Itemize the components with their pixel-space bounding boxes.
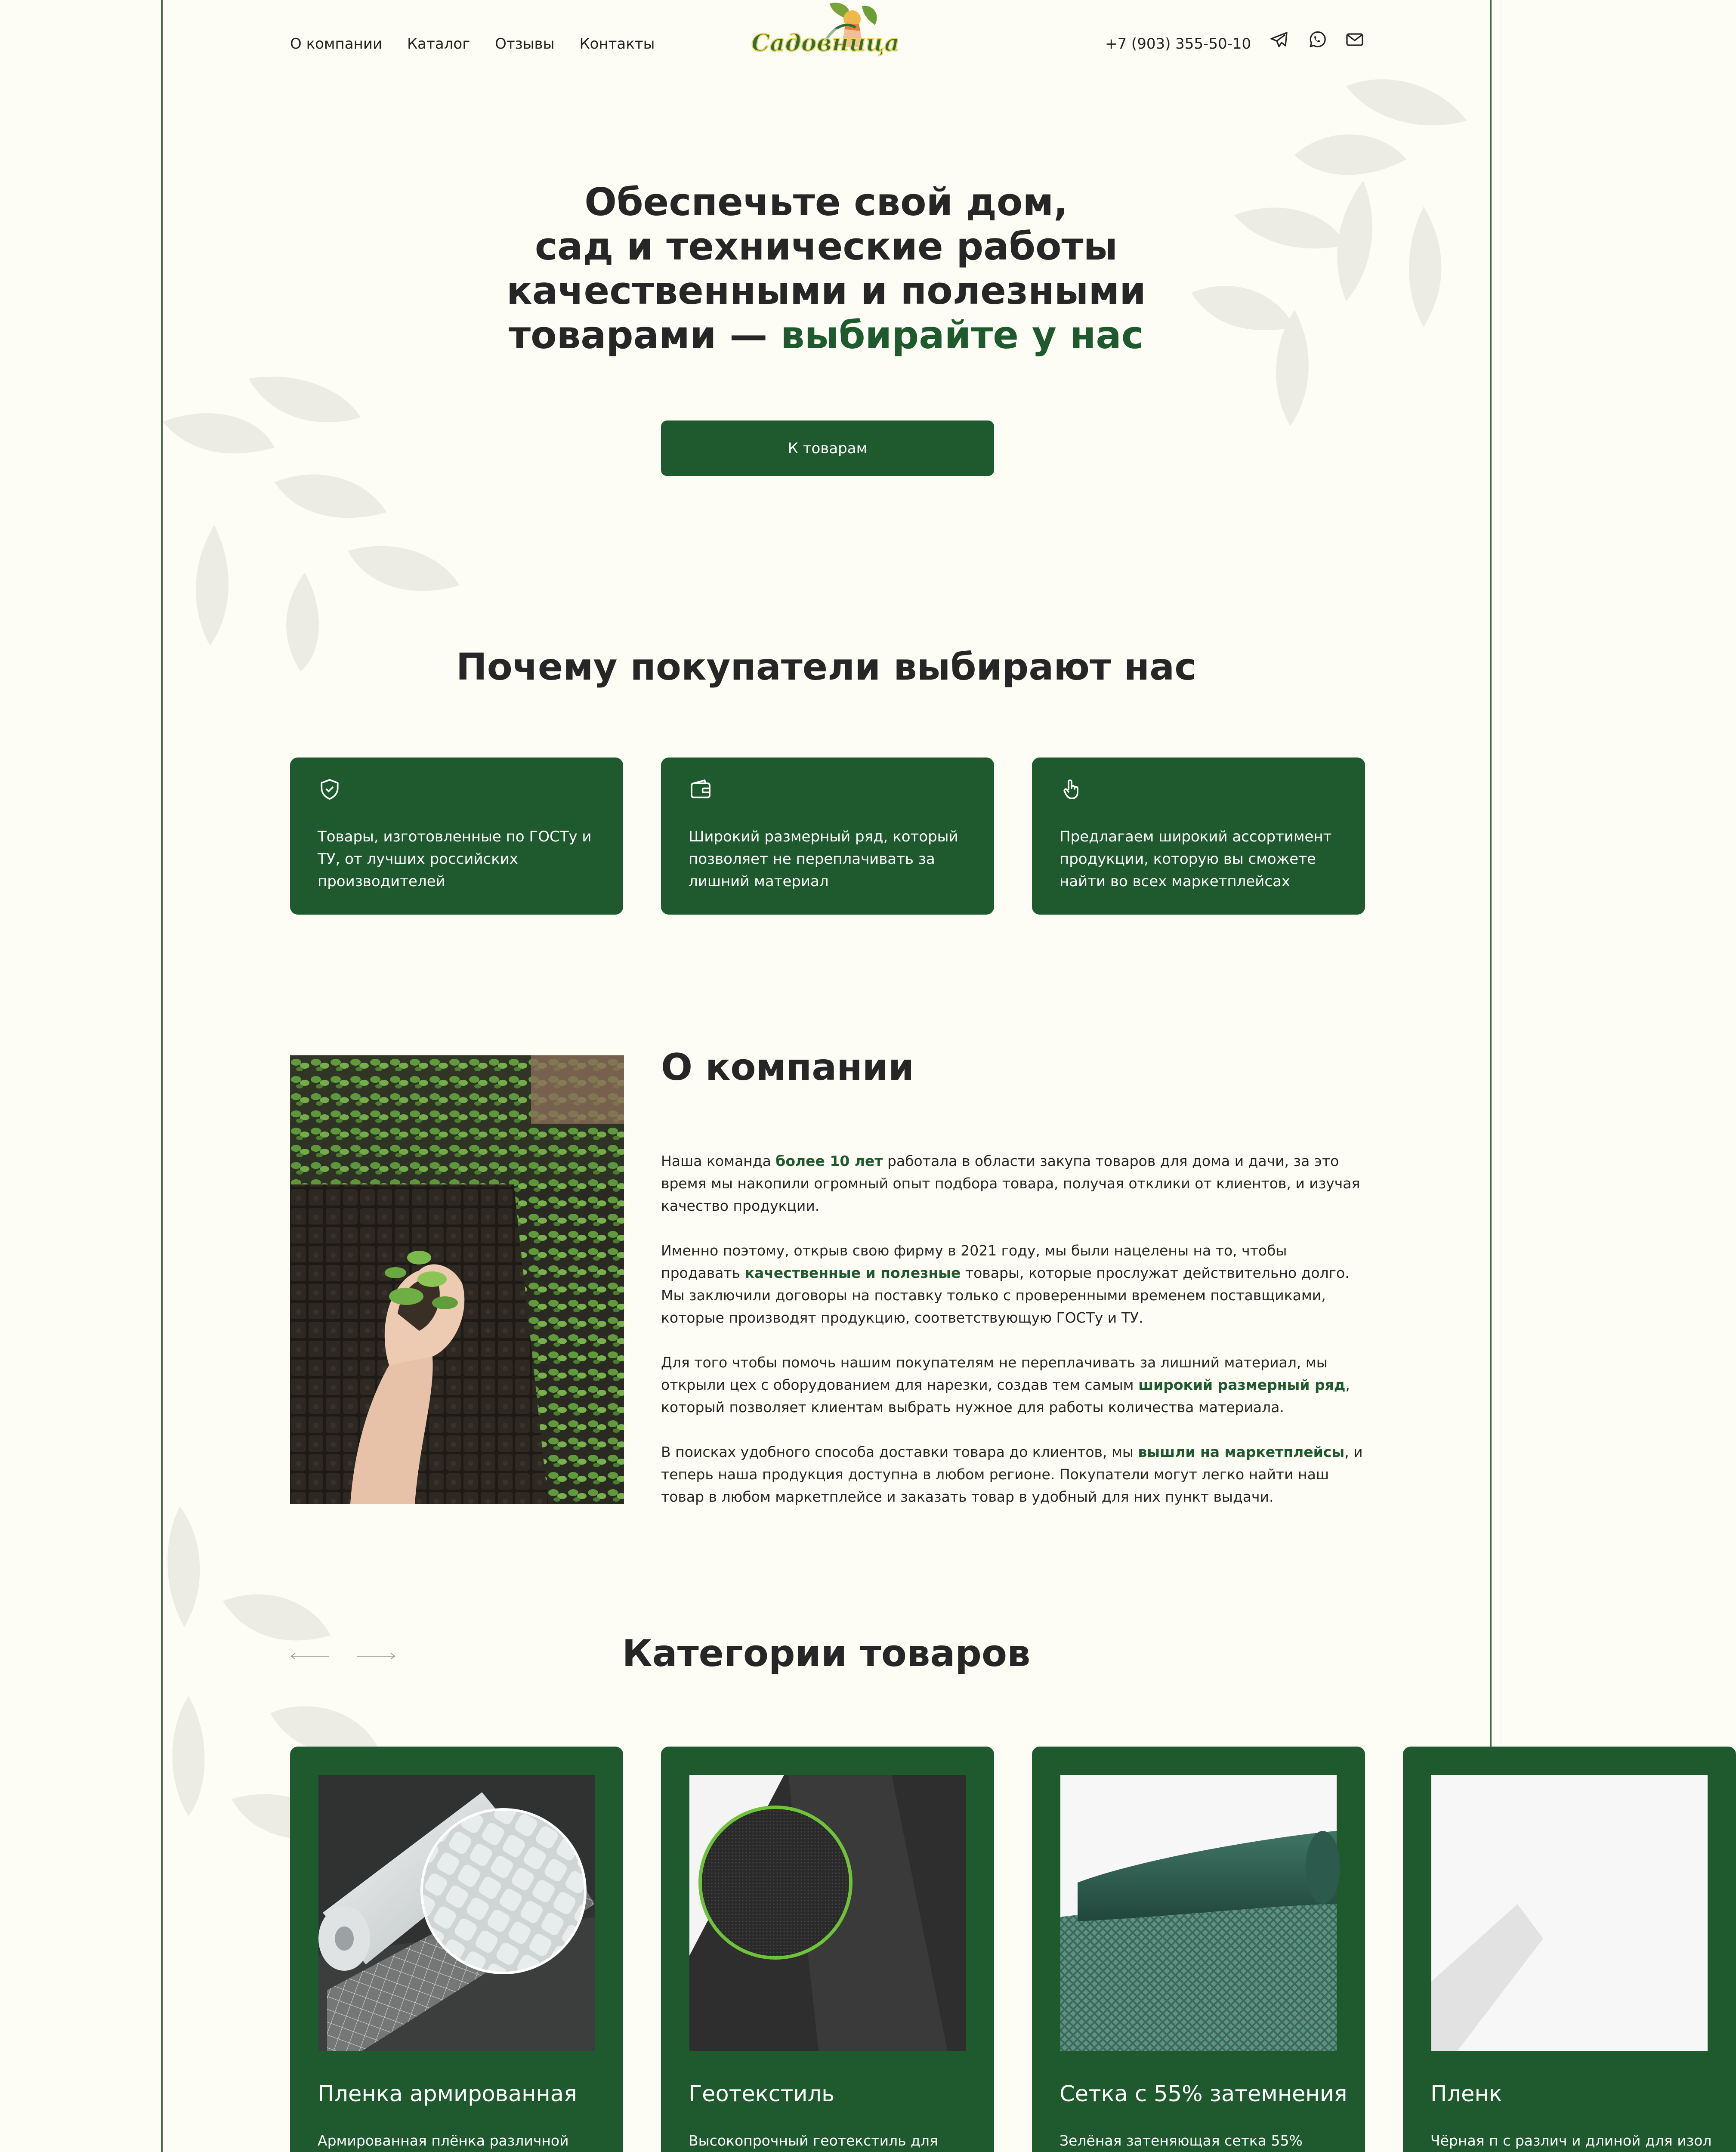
highlight: вышли на маркетплейсы xyxy=(1138,1444,1345,1460)
about-paragraph xyxy=(661,1351,1367,1419)
category-card[interactable] xyxy=(661,1747,994,2152)
feature-text: Товары, изготовленные по ГОСТу и ТУ, от лучших российских производителей xyxy=(318,828,592,890)
shield-check-icon xyxy=(318,777,342,801)
about-text xyxy=(661,1150,1367,1531)
nav-link-catalog[interactable]: Каталог xyxy=(407,35,470,53)
text: , который позволяет клиентам выбрать нужное для работы количества материала. xyxy=(661,1376,1350,1416)
hand-pointer-icon xyxy=(1060,777,1084,801)
category-image xyxy=(1431,1775,1708,2051)
to-products-button[interactable]: К товарам xyxy=(661,421,994,476)
about-paragraph xyxy=(661,1441,1367,1508)
category-name: Геотекстиль xyxy=(689,2081,835,2107)
telegram-icon[interactable] xyxy=(1269,29,1289,50)
hero-title-line: сад и технические работы xyxy=(534,224,1118,269)
category-desc: Чёрная п с различ и длиной для изол xyxy=(1430,2132,1712,2149)
category-image xyxy=(1060,1775,1337,2051)
text: Для того чтобы помочь нашим покупателям не переплачивать за лишний материал, мы открыли цех с оборудованием для нарезки, создав тем самым xyxy=(661,1354,1328,1393)
text: Наша команда xyxy=(661,1153,776,1169)
hero-title-accent: выбирайте у нас xyxy=(780,313,1144,357)
category-desc xyxy=(1060,2130,1348,2152)
category-card[interactable] xyxy=(290,1747,623,2152)
nav-link-reviews[interactable]: Отзывы xyxy=(495,35,555,53)
hero-title-line: качественными и полезными xyxy=(507,269,1146,313)
about-title: О компании xyxy=(661,1046,914,1089)
text: Высокопрочный геотекстиль для xyxy=(689,2132,938,2149)
hero-title xyxy=(163,180,1490,357)
text: , и теперь наша продукция доступна в любом регионе. Покупатели могут легко найти наш товар в любом маркетплейсе и заказать товар в удобный для них пункт выдачи. xyxy=(661,1444,1363,1505)
header xyxy=(163,0,1490,73)
hero-title-line: Обеспечьте свой дом, xyxy=(584,180,1068,224)
feature-text: Предлагаем широкий ассортимент продукции, которую вы сможете найти во всех маркетплейсах xyxy=(1060,828,1332,890)
feature-card xyxy=(661,758,994,915)
highlight: широкий размерный ряд xyxy=(1138,1376,1346,1393)
category-desc xyxy=(318,2130,606,2152)
category-card[interactable] xyxy=(1403,1747,1736,2152)
nav-link-about[interactable]: О компании xyxy=(290,35,383,53)
highlight: качественные и полезные xyxy=(744,1265,961,1281)
text: Армированная плёнка различной xyxy=(318,2132,569,2149)
category-card[interactable] xyxy=(1032,1747,1365,2152)
text: товары, которые прослужат действительно долго. Мы заключили договоры на поставку только с проверенными временем поставщиками, которые производят продукцию, соответствующую ГОСТу и ТУ. xyxy=(661,1265,1350,1326)
about-paragraph xyxy=(661,1240,1367,1329)
why-us-title: Почему покупатели выбирают нас xyxy=(456,646,1197,689)
phone-number[interactable]: +7 (903) 355-50-10 xyxy=(1105,35,1251,53)
leaf-decoration-left xyxy=(163,370,490,671)
category-desc xyxy=(689,2130,977,2152)
hero-title-plain: товарами — xyxy=(509,313,781,357)
wallet-icon xyxy=(689,777,713,801)
category-name: Пленк xyxy=(1430,2081,1502,2107)
feature-text: Широкий размерный ряд, который позволяет не переплачивать за лишний материал xyxy=(689,828,958,890)
site-logo[interactable] xyxy=(751,0,899,65)
mail-icon[interactable] xyxy=(1344,29,1365,50)
svg-text:Садовница: Садовница xyxy=(751,29,899,56)
main-nav xyxy=(290,35,655,53)
about-photo xyxy=(290,1055,624,1504)
nav-link-contacts[interactable]: Контакты xyxy=(579,35,655,53)
hero-title-line xyxy=(163,313,1490,357)
about-paragraph xyxy=(661,1150,1367,1217)
category-name: Сетка с 55% затемнения xyxy=(1060,2081,1347,2107)
feature-card xyxy=(1032,758,1365,915)
text: Именно поэтому, открыв свою фирму в 2021 году, мы были нацелены на то, чтобы продавать xyxy=(661,1242,1287,1281)
feature-card xyxy=(290,758,623,915)
page xyxy=(161,0,1712,2152)
category-image xyxy=(318,1775,595,2051)
text: Зелёная затеняющая сетка 55% xyxy=(1060,2132,1303,2149)
social-links xyxy=(1269,29,1365,50)
whatsapp-icon[interactable] xyxy=(1307,29,1327,50)
text: работала в области закупа товаров для дома и дачи, за это время мы накопили огромный опыт подбора товара, получая отклики от клиентов, и изучая качество продукции. xyxy=(661,1153,1360,1214)
highlight: более 10 лет xyxy=(775,1153,883,1169)
categories-title: Категории товаров xyxy=(622,1632,1031,1675)
category-name: Пленка армированная xyxy=(318,2081,577,2107)
category-image xyxy=(689,1775,966,2051)
text: В поисках удобного способа доставки товара до клиентов, мы xyxy=(661,1444,1138,1460)
